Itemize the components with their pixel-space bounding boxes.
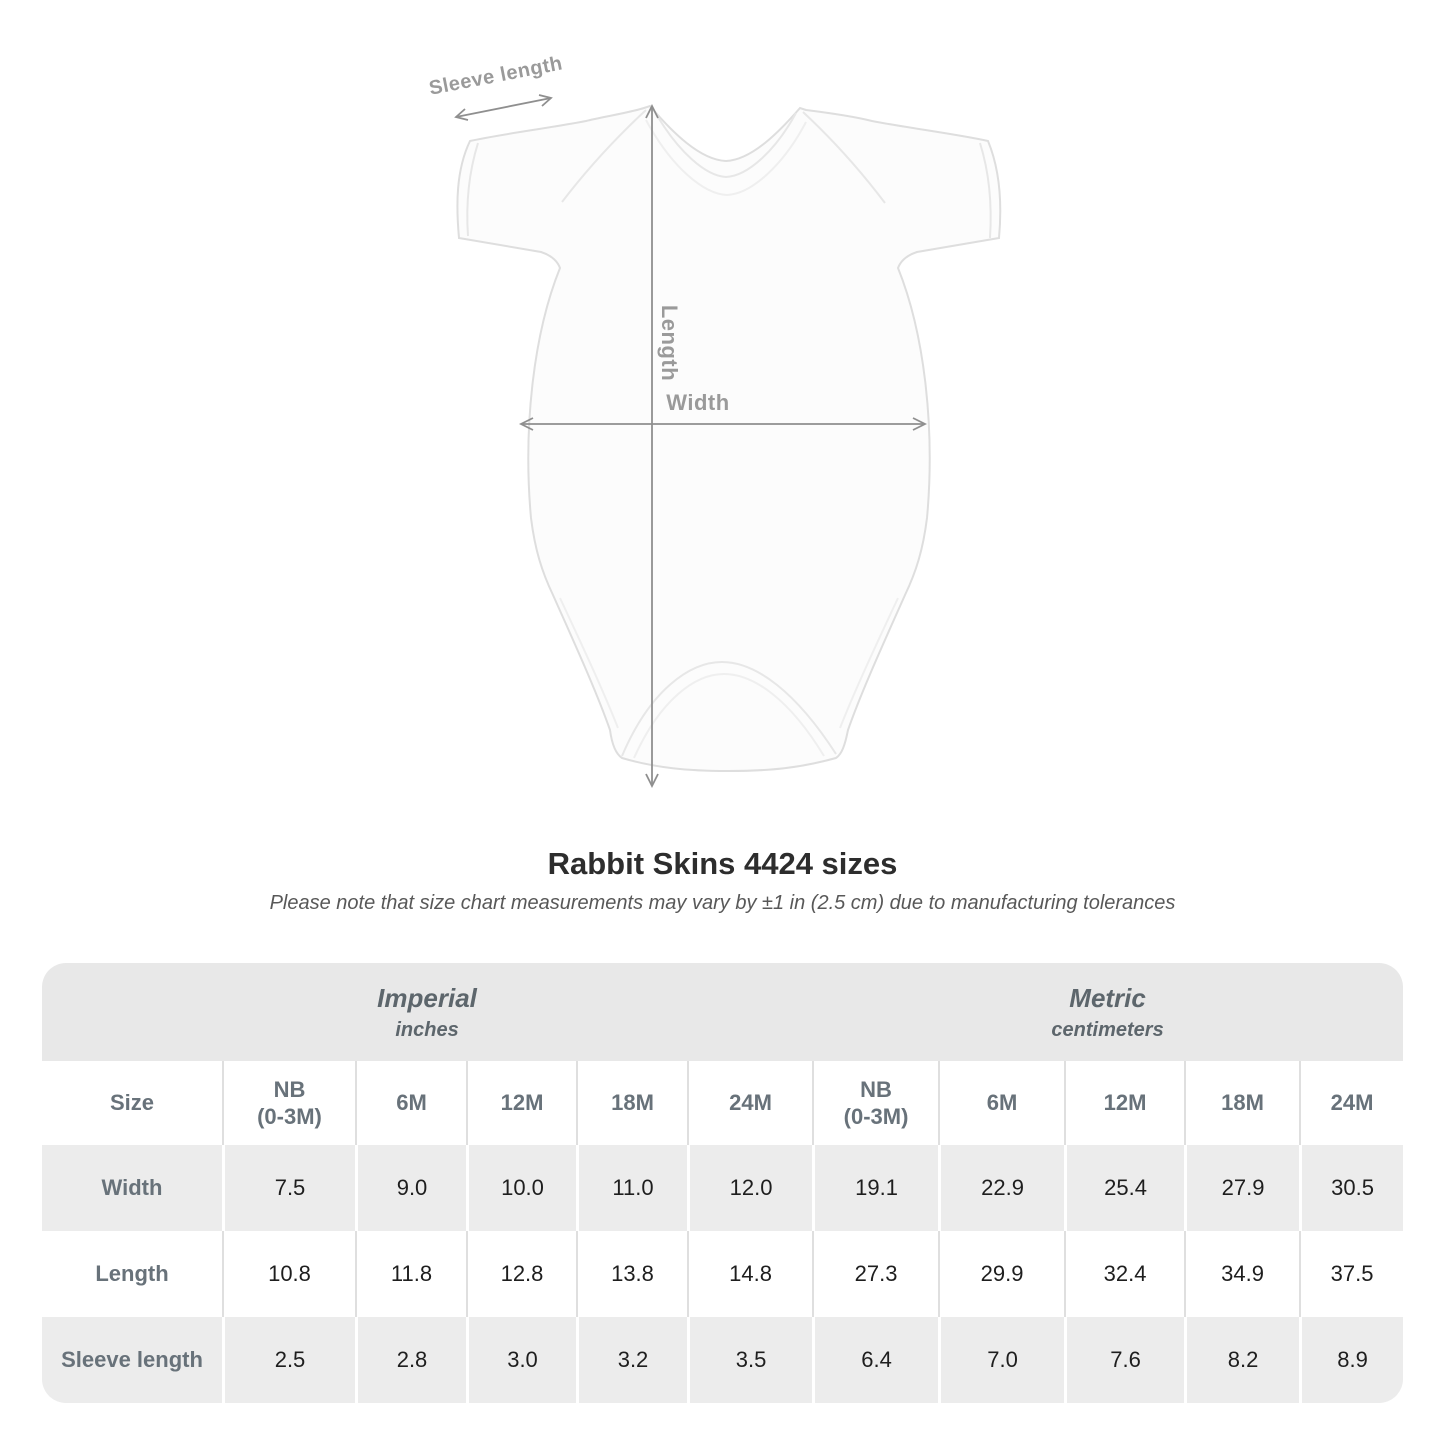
sleeve-12m-cm: 7.6	[1064, 1317, 1184, 1403]
width-24m-in: 12.0	[687, 1145, 812, 1231]
col-header-12m-imperial: 12M	[466, 1061, 576, 1145]
imperial-label: Imperial	[377, 983, 477, 1014]
col-header-18m-imperial: 18M	[576, 1061, 687, 1145]
width-6m-in: 9.0	[355, 1145, 466, 1231]
imperial-unit: inches	[395, 1018, 459, 1041]
col-header-12m-metric: 12M	[1064, 1061, 1184, 1145]
imperial-band	[42, 963, 812, 1061]
col-header-6m-imperial: 6M	[355, 1061, 466, 1145]
col-header-24m-metric: 24M	[1299, 1061, 1403, 1145]
metric-unit: centimeters	[1051, 1018, 1164, 1041]
length-6m-cm: 29.9	[938, 1231, 1064, 1317]
size-header-row	[42, 1061, 1403, 1145]
sleeve-24m-in: 3.5	[687, 1317, 812, 1403]
length-12m-in: 12.8	[466, 1231, 576, 1317]
row-label-width: Width	[42, 1145, 222, 1231]
width-12m-in: 10.0	[466, 1145, 576, 1231]
metric-label: Metric	[1069, 983, 1146, 1014]
col-header-24m-imperial: 24M	[687, 1061, 812, 1145]
col-header-nb-imperial: NB (0-3M)	[222, 1061, 355, 1145]
sleeve-nb-in: 2.5	[222, 1317, 355, 1403]
sleeve-24m-cm: 8.9	[1299, 1317, 1403, 1403]
width-nb-cm: 19.1	[812, 1145, 938, 1231]
width-12m-cm: 25.4	[1064, 1145, 1184, 1231]
width-18m-in: 11.0	[576, 1145, 687, 1231]
length-24m-in: 14.8	[687, 1231, 812, 1317]
col-header-18m-metric: 18M	[1184, 1061, 1299, 1145]
metric-band	[812, 963, 1403, 1061]
size-table	[42, 963, 1403, 1403]
length-18m-in: 13.8	[576, 1231, 687, 1317]
sleeve-12m-in: 3.0	[466, 1317, 576, 1403]
sleeve-nb-cm: 6.4	[812, 1317, 938, 1403]
width-24m-cm: 30.5	[1299, 1145, 1403, 1231]
table-row-width	[42, 1145, 1403, 1231]
col-header-nb-metric: NB (0-3M)	[812, 1061, 938, 1145]
length-nb-cm: 27.3	[812, 1231, 938, 1317]
row-label-sleeve-length: Sleeve length	[42, 1317, 222, 1403]
sleeve-6m-in: 2.8	[355, 1317, 466, 1403]
page-title: Rabbit Skins 4424 sizes	[547, 846, 898, 881]
col-header-6m-metric: 6M	[938, 1061, 1064, 1145]
bodysuit-illustration	[457, 106, 1000, 771]
sleeve-6m-cm: 7.0	[938, 1317, 1064, 1403]
sleeve-length-measure-line	[456, 95, 551, 120]
table-row-length	[42, 1231, 1403, 1317]
unit-band-row	[42, 963, 1403, 1061]
tolerance-note: Please note that size chart measurements may vary by ±1 in (2.5 cm) due to manufacturing tolerances	[269, 892, 1176, 914]
length-nb-in: 10.8	[222, 1231, 355, 1317]
sleeve-length-label: Sleeve length	[427, 52, 565, 100]
size-table-grid	[42, 963, 1403, 1403]
sleeve-18m-cm: 8.2	[1184, 1317, 1299, 1403]
row-label-length: Length	[42, 1231, 222, 1317]
size-header: Size	[42, 1061, 222, 1145]
table-row-sleeve-length	[42, 1317, 1403, 1403]
width-nb-in: 7.5	[222, 1145, 355, 1231]
length-24m-cm: 37.5	[1299, 1231, 1403, 1317]
length-12m-cm: 32.4	[1064, 1231, 1184, 1317]
width-6m-cm: 22.9	[938, 1145, 1064, 1231]
length-label: Length	[657, 304, 682, 382]
width-18m-cm: 27.9	[1184, 1145, 1299, 1231]
length-18m-cm: 34.9	[1184, 1231, 1299, 1317]
length-6m-in: 11.8	[355, 1231, 466, 1317]
sleeve-18m-in: 3.2	[576, 1317, 687, 1403]
width-label: Width	[666, 390, 730, 415]
